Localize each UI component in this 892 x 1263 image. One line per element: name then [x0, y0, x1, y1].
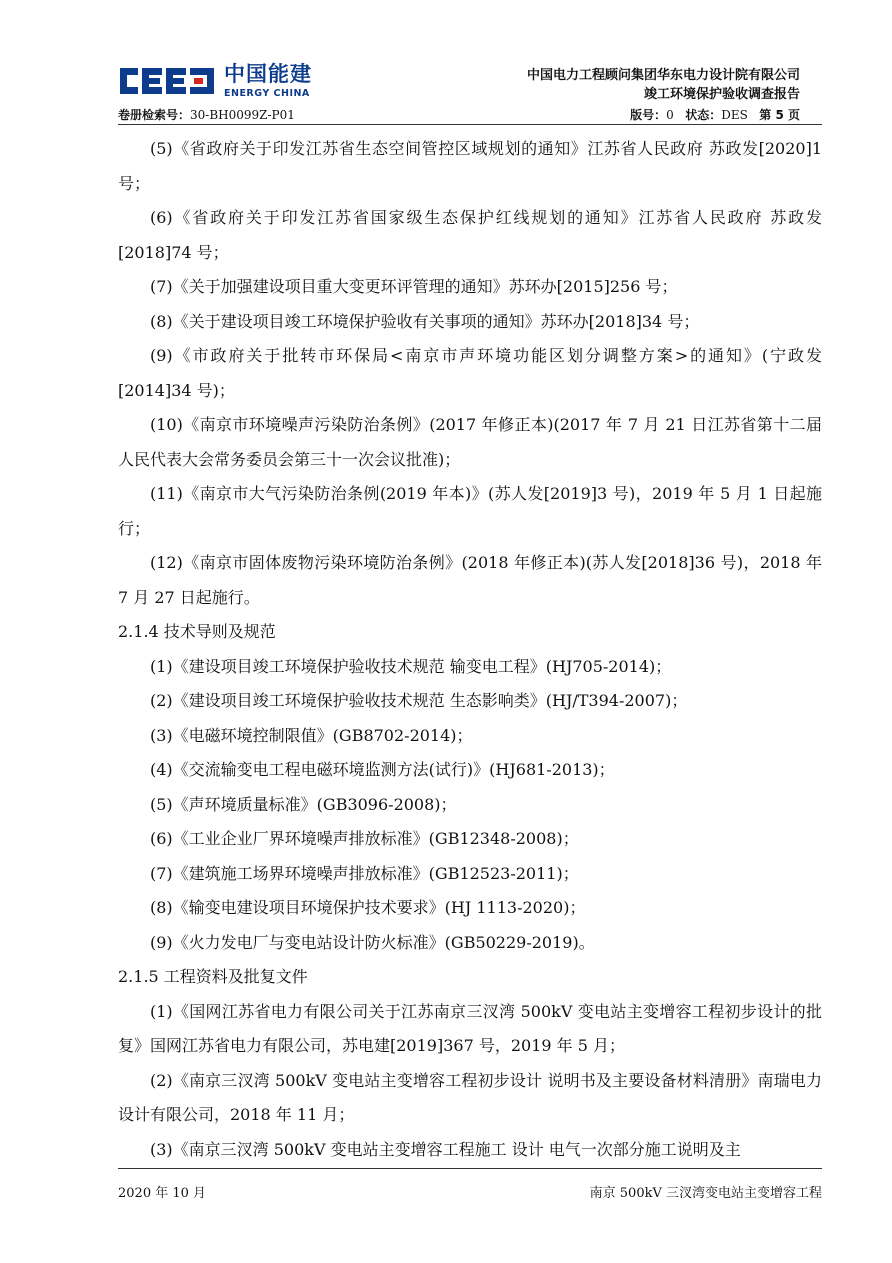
page-number: 第 5 页 — [759, 108, 800, 122]
version-label: 版号： — [630, 108, 667, 122]
footer — [118, 1182, 822, 1201]
list-item: (10)《南京市环境噪声污染防治条例》(2017 年修正本)(2017 年 7 月 21 日江苏省第十二届人民代表大会常务委员会第三十一次会议批准)； — [118, 415, 822, 469]
logo-cn-text: 中国能建 — [224, 62, 312, 86]
list-item: (6)《工业企业厂界环境噪声排放标准》(GB12348-2008)； — [150, 829, 579, 848]
header-meta-row — [118, 106, 800, 123]
list-item: (12)《南京市固体废物污染环境防治条例》(2018 年修正本)(苏人发[2018]36 号)，2018 年 7 月 27 日起施行。 — [118, 553, 822, 607]
list-item: (3)《电磁环境控制限值》(GB8702-2014)； — [150, 725, 473, 745]
ceec-logo-icon — [118, 64, 216, 98]
list-item: (6)《省政府关于印发江苏省国家级生态保护红线规划的通知》江苏省人民政府 苏政发[2018]74 号； — [118, 208, 822, 262]
status-value: DES — [721, 108, 748, 122]
logo-en-text: ENERGY CHINA — [224, 88, 310, 99]
footer-divider — [118, 1168, 822, 1169]
list-item: (1)《建设项目竣工环境保护验收技术规范 输变电工程》(HJ705-2014)； — [150, 656, 672, 676]
list-item: (2)《南京三汊湾 500kV 变电站主变增容工程初步设计 说明书及主要设备材料清册》南瑞电力设计有限公司，2018 年 11 月； — [118, 1070, 822, 1124]
archive-value: 30-BH0099Z-P01 — [190, 108, 295, 122]
status-label: 状态： — [685, 108, 722, 122]
footer-project: 南京 500kV 三汊湾变电站主变增容工程 — [589, 1186, 822, 1201]
section-heading: 2.1.5 工程资料及批复文件 — [118, 967, 308, 986]
list-item: (5)《声环境质量标准》(GB3096-2008)； — [150, 794, 457, 814]
list-item: (9)《市政府关于批转市环保局<南京市声环境功能区划分调整方案>的通知》(宁政发[2014]34 号)； — [118, 346, 822, 400]
list-item: (4)《交流输变电工程电磁环境监测方法(试行)》(HJ681-2013)； — [150, 760, 615, 779]
company-name: 中国电力工程顾问集团华东电力设计院有限公司 — [526, 68, 800, 83]
section-heading: 2.1.4 技术导则及规范 — [118, 622, 276, 641]
list-item: (7)《建筑施工场界环境噪声排放标准》(GB12523-2011)； — [150, 863, 579, 883]
list-item: (3)《南京三汊湾 500kV 变电站主变增容工程施工 设计 电气一次部分施工说明及主 — [150, 1139, 741, 1159]
report-title: 竣工环境保护验收调查报告 — [643, 87, 800, 102]
header-divider — [118, 124, 822, 125]
version-status-page — [630, 106, 800, 123]
archive-number — [118, 106, 295, 123]
list-item: (7)《关于加强建设项目重大变更环评管理的通知》苏环办[2015]256 号； — [150, 277, 678, 296]
list-item: (8)《关于建设项目竣工环境保护验收有关事项的通知》苏环办[2018]34 号； — [150, 311, 700, 331]
version-value: 0 — [666, 108, 674, 122]
list-item: (11)《南京市大气污染防治条例(2019 年本)》(苏人发[2019]3 号)，2019 年 5 月 1 日起施行； — [118, 484, 822, 538]
list-item: (9)《火力发电厂与变电站设计防火标准》(GB50229-2019)。 — [150, 932, 595, 952]
list-item: (2)《建设项目竣工环境保护验收技术规范 生态影响类》(HJ/T394-2007)； — [150, 691, 688, 710]
document-body — [118, 132, 822, 1167]
footer-date: 2020 年 10 月 — [118, 1186, 207, 1201]
list-item: (8)《输变电建设项目环境保护技术要求》(HJ 1113-2020)； — [150, 898, 586, 917]
archive-label: 卷册检索号： — [118, 108, 191, 122]
header-right — [527, 66, 800, 104]
list-item: (5)《省政府关于印发江苏省生态空间管控区域规划的通知》江苏省人民政府 苏政发[2020]1 号； — [118, 139, 822, 193]
list-item: (1)《国网江苏省电力有限公司关于江苏南京三汊湾 500kV 变电站主变增容工程初步设计的批复》国网江苏省电力有限公司，苏电建[2019]367 号，2019 年 5 月； — [118, 1001, 822, 1055]
company-logo — [118, 64, 312, 99]
